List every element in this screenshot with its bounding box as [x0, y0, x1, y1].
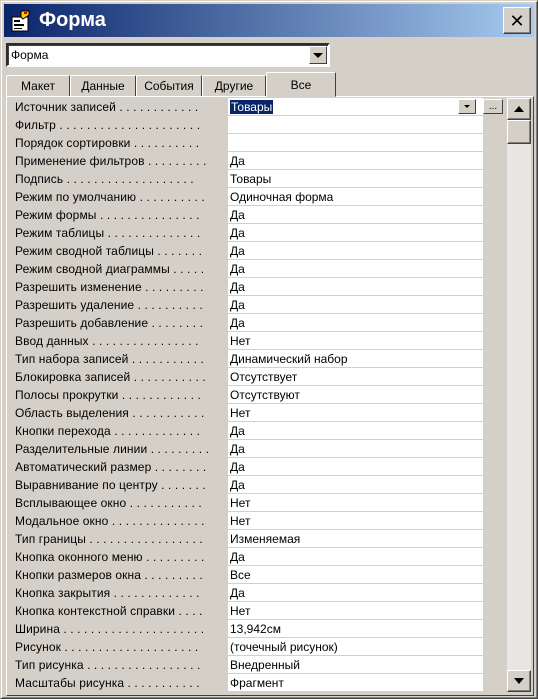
tab-label: Макет — [21, 79, 55, 93]
window-title: Форма — [39, 9, 106, 31]
property-value-input[interactable] — [228, 116, 483, 134]
property-value-input[interactable] — [228, 296, 483, 314]
builder-button[interactable] — [483, 99, 503, 114]
object-selector-dropdown-button[interactable] — [309, 46, 327, 64]
property-name: Фильтр . . . . . . . . . . . . . . . . . . . . . — [15, 118, 201, 132]
tab-label: Данные — [81, 79, 125, 93]
property-value-text: Нет — [230, 514, 251, 528]
property-value-input[interactable] — [228, 134, 483, 152]
tab-data[interactable] — [70, 75, 136, 97]
property-row — [10, 440, 507, 458]
property-value-text: (точечный рисунок) — [230, 640, 338, 654]
property-row — [10, 134, 507, 152]
close-icon: ✕ — [509, 10, 525, 31]
property-row — [10, 458, 507, 476]
property-value-text: Нет — [230, 334, 251, 348]
property-value-input[interactable] — [228, 584, 483, 602]
scroll-up-button[interactable] — [507, 98, 531, 120]
property-value-input[interactable] — [228, 224, 483, 242]
property-name: Полосы прокрутки . . . . . . . . . . . . — [15, 388, 201, 402]
property-value-input[interactable] — [228, 638, 483, 656]
property-value-text: Нет — [230, 496, 251, 510]
property-value-input[interactable] — [228, 188, 483, 206]
property-name: Кнопки перехода . . . . . . . . . . . . . — [15, 424, 201, 438]
tab-label: События — [144, 79, 194, 93]
scroll-thumb[interactable] — [507, 120, 531, 144]
tab-layout[interactable] — [6, 75, 70, 97]
property-name: Разрешить удаление . . . . . . . . . . — [15, 298, 203, 312]
property-row — [10, 206, 507, 224]
property-value-text: Да — [230, 280, 245, 294]
property-row — [10, 188, 507, 206]
property-value-input[interactable] — [228, 260, 483, 278]
close-button[interactable] — [503, 7, 531, 34]
property-row — [10, 584, 507, 602]
property-value-extension — [483, 98, 507, 116]
property-name: Всплывающее окно . . . . . . . . . . . — [15, 496, 202, 510]
property-name: Ввод данных . . . . . . . . . . . . . . . . — [15, 334, 199, 348]
property-name: Разрешить изменение . . . . . . . . . — [15, 280, 204, 294]
property-row — [10, 548, 507, 566]
property-name: Разрешить добавление . . . . . . . . — [15, 316, 204, 330]
record-source-dropdown-button[interactable] — [458, 99, 476, 114]
property-name: Подпись . . . . . . . . . . . . . . . . . . . — [15, 172, 194, 186]
property-row — [10, 314, 507, 332]
property-value-text: Да — [230, 586, 245, 600]
property-name: Тип набора записей . . . . . . . . . . . — [15, 352, 204, 366]
property-name: Область выделения . . . . . . . . . . . — [15, 406, 205, 420]
property-row — [10, 260, 507, 278]
property-value-input[interactable] — [228, 656, 483, 674]
property-row — [10, 242, 507, 260]
property-value-text: Динамический набор — [230, 352, 348, 366]
property-row — [10, 512, 507, 530]
property-value-input[interactable] — [228, 674, 483, 692]
property-name: Выравнивание по центру . . . . . . . — [15, 478, 206, 492]
scroll-down-button[interactable] — [507, 670, 531, 692]
property-tabs — [6, 73, 336, 97]
property-value-input[interactable] — [228, 530, 483, 548]
property-name: Источник записей . . . . . . . . . . . . — [15, 100, 199, 114]
title-bar[interactable] — [4, 4, 534, 37]
property-name: Тип рисунка . . . . . . . . . . . . . . . . . — [15, 658, 201, 672]
property-row — [10, 620, 507, 638]
arrow-up-icon — [514, 106, 524, 112]
property-value-text: Да — [230, 424, 245, 438]
tab-other[interactable] — [202, 75, 266, 97]
property-row — [10, 350, 507, 368]
property-row — [10, 152, 507, 170]
property-value-input[interactable] — [228, 332, 483, 350]
property-value-input[interactable] — [228, 386, 483, 404]
property-name: Кнопка контекстной справки . . . . — [15, 604, 203, 618]
property-value-text: Нет — [230, 406, 251, 420]
property-value-input[interactable] — [228, 278, 483, 296]
property-value-text: Да — [230, 550, 245, 564]
property-row — [10, 332, 507, 350]
property-value-text: Да — [230, 154, 245, 168]
property-row — [10, 368, 507, 386]
property-value-text: Отсутствуют — [230, 388, 300, 402]
property-value-input[interactable] — [228, 494, 483, 512]
property-row — [10, 476, 507, 494]
property-row — [10, 494, 507, 512]
property-row — [10, 638, 507, 656]
property-value-input[interactable] — [228, 206, 483, 224]
property-row — [10, 404, 507, 422]
property-name: Разделительные линии . . . . . . . . . — [15, 442, 210, 456]
property-value-text: Да — [230, 442, 245, 456]
property-row — [10, 224, 507, 242]
chevron-down-icon — [464, 105, 470, 108]
property-value-text: Да — [230, 262, 245, 276]
property-value-input[interactable] — [228, 602, 483, 620]
tab-all[interactable] — [266, 72, 336, 97]
property-value-text: Да — [230, 208, 245, 222]
property-value-input[interactable] — [228, 440, 483, 458]
property-name: Модальное окно . . . . . . . . . . . . . . — [15, 514, 205, 528]
property-row — [10, 602, 507, 620]
tab-label: Другие — [214, 79, 254, 93]
property-row — [10, 296, 507, 314]
object-selector-dropdown[interactable] — [6, 43, 330, 67]
vertical-scrollbar[interactable] — [507, 98, 531, 692]
property-value-text: Все — [230, 568, 251, 582]
property-value-text: Фрагмент — [230, 676, 284, 690]
property-value-text: Да — [230, 316, 245, 330]
property-row — [10, 170, 507, 188]
property-name: Режим по умолчанию . . . . . . . . . . — [15, 190, 205, 204]
property-value-input[interactable] — [228, 152, 483, 170]
property-value-input[interactable] — [228, 368, 483, 386]
property-name: Кнопки размеров окна . . . . . . . . . — [15, 568, 203, 582]
property-row — [10, 656, 507, 674]
property-value-text: Да — [230, 298, 245, 312]
property-name: Рисунок . . . . . . . . . . . . . . . . . . . . — [15, 640, 199, 654]
chevron-down-icon — [313, 53, 323, 58]
property-name: Автоматический размер . . . . . . . . — [15, 460, 207, 474]
property-value-text: Да — [230, 478, 245, 492]
property-row — [10, 116, 507, 134]
property-value-input[interactable] — [228, 242, 483, 260]
property-row — [10, 674, 507, 692]
ellipsis-icon: ... — [488, 100, 498, 112]
property-name: Порядок сортировки . . . . . . . . . . — [15, 136, 200, 150]
tab-label: Все — [290, 78, 312, 92]
property-value-input[interactable] — [228, 314, 483, 332]
property-value-text: Да — [230, 226, 245, 240]
property-name: Режим сводной диаграммы . . . . . — [15, 262, 205, 276]
property-value-text: Товары — [230, 172, 272, 186]
property-grid — [10, 98, 507, 692]
property-name: Тип границы . . . . . . . . . . . . . . . . . — [15, 532, 203, 546]
property-value-text: Да — [230, 460, 245, 474]
property-row — [10, 422, 507, 440]
property-value-text: Да — [230, 244, 245, 258]
property-row — [10, 566, 507, 584]
property-value-input[interactable] — [228, 350, 483, 368]
property-value-input[interactable] — [228, 170, 483, 188]
property-value-input[interactable] — [228, 548, 483, 566]
property-name: Кнопка закрытия . . . . . . . . . . . . . — [15, 586, 200, 600]
property-value-text: Внедренный — [230, 658, 300, 672]
property-row — [10, 386, 507, 404]
property-name: Кнопка оконного меню . . . . . . . . . — [15, 550, 205, 564]
property-value-text: Отсутствует — [230, 370, 298, 384]
property-row — [10, 278, 507, 296]
property-name: Режим сводной таблицы . . . . . . . — [15, 244, 203, 258]
property-value-input[interactable] — [228, 422, 483, 440]
property-value-text: 13,942см — [230, 622, 281, 636]
property-value-input[interactable] — [228, 620, 483, 638]
property-row-record-source — [10, 98, 507, 116]
arrow-down-icon — [514, 678, 524, 684]
property-value-input[interactable] — [228, 512, 483, 530]
property-name: Блокировка записей . . . . . . . . . . . — [15, 370, 206, 384]
property-value-input[interactable] — [228, 404, 483, 422]
object-selector-value: Форма — [11, 48, 49, 62]
property-name: Применение фильтров . . . . . . . . . — [15, 154, 207, 168]
property-value-input[interactable] — [228, 476, 483, 494]
property-value-input[interactable] — [228, 566, 483, 584]
property-name: Ширина . . . . . . . . . . . . . . . . . . . . . — [15, 622, 205, 636]
property-value-text: Изменяемая — [230, 532, 301, 546]
property-name: Режим таблицы . . . . . . . . . . . . . . — [15, 226, 201, 240]
property-name: Масштабы рисунка . . . . . . . . . . . — [15, 676, 200, 690]
property-value-text: Товары — [231, 100, 273, 114]
form-properties-icon — [9, 9, 33, 33]
property-name: Режим формы . . . . . . . . . . . . . . . — [15, 208, 200, 222]
tab-events[interactable] — [136, 75, 202, 97]
property-value-input[interactable] — [228, 98, 483, 116]
property-value-text: Одиночная форма — [230, 190, 334, 204]
property-value-input[interactable] — [228, 458, 483, 476]
property-value-text: Нет — [230, 604, 251, 618]
property-row — [10, 530, 507, 548]
